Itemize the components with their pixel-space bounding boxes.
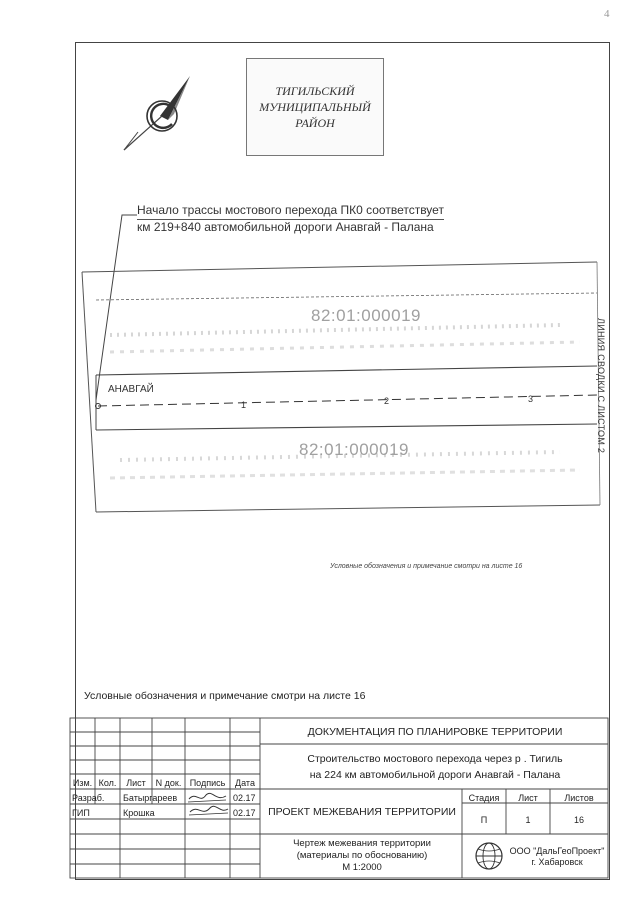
- row-1-date: 02.17: [233, 793, 256, 803]
- parcel-upper-number: 82:01:000019: [311, 306, 421, 325]
- sheet-value: 1: [525, 815, 531, 825]
- picket-1: 1: [241, 400, 247, 410]
- header-list: Лист: [126, 778, 146, 788]
- row-1-role: Разраб.: [72, 793, 105, 803]
- route-start-note-line-1: Начало трассы мостового перехода ПК0 соответствует: [137, 203, 444, 220]
- drawing-small-note: Условные обозначения и примечание смотри на листе 16: [330, 563, 523, 570]
- drawing-line-1: Чертеж межевания территории: [293, 838, 431, 849]
- globe-logo-icon: [472, 840, 506, 872]
- road-label: АНАВГАЙ: [108, 384, 154, 395]
- row-2-name: Крошка: [123, 808, 155, 818]
- parcel-lower-number: 82:01:000019: [299, 440, 409, 459]
- row-1-name: Батыргареев: [123, 793, 178, 803]
- header-podpis: Подпись: [189, 778, 226, 788]
- signature-marks: [186, 790, 230, 820]
- project-line-2: на 224 км автомобильной дороги Анавгай - Палана: [309, 769, 561, 781]
- sheets-header: Листов: [564, 793, 594, 803]
- header-izm: Изм.: [72, 778, 93, 788]
- sheet-header: Лист: [518, 793, 538, 803]
- stage-header: Стадия: [468, 793, 500, 803]
- header-data: Дата: [235, 778, 255, 788]
- drawing-line-2: (материалы по обоснованию): [296, 850, 428, 861]
- project-line-1: Строительство мостового перехода через р . Тигиль: [307, 753, 563, 765]
- drawing-line-3: М 1:2000: [342, 862, 382, 873]
- header-ndok: N док.: [155, 778, 182, 788]
- row-2-role: ГИП: [72, 808, 90, 818]
- stamp-line-1: ТИГИЛЬСКИЙ: [275, 84, 355, 98]
- stage-value: П: [480, 815, 488, 825]
- legend-note: Условные обозначения и примечание смотри на листе 16: [84, 690, 366, 702]
- picket-2: 2: [384, 396, 390, 406]
- drawing-description: [262, 838, 462, 874]
- picket-3: 3: [528, 394, 534, 404]
- sheets-value: 16: [573, 815, 584, 825]
- corner-mark: 4: [604, 8, 610, 20]
- section-title: ПРОЕКТ МЕЖЕВАНИЯ ТЕРРИТОРИИ: [268, 806, 456, 818]
- org-city: г. Хабаровск: [531, 857, 583, 867]
- header-kol: Кол.: [98, 778, 117, 788]
- stamp-line-2: МУНИЦИПАЛЬНЫЙ: [259, 100, 371, 114]
- stamp-line-3: РАЙОН: [295, 116, 335, 130]
- match-line-label: ЛИНИЯ СВОДКИ С ЛИСТОМ 2: [596, 318, 606, 454]
- doc-title: ДОКУМЕНТАЦИЯ ПО ПЛАНИРОВКЕ ТЕРРИТОРИИ: [307, 726, 563, 738]
- route-start-note-line-2: км 219+840 автомобильной дороги Анавгай - Палана: [137, 220, 434, 234]
- row-2-date: 02.17: [233, 808, 256, 818]
- org-name: ООО "ДальГеоПроект": [509, 846, 605, 856]
